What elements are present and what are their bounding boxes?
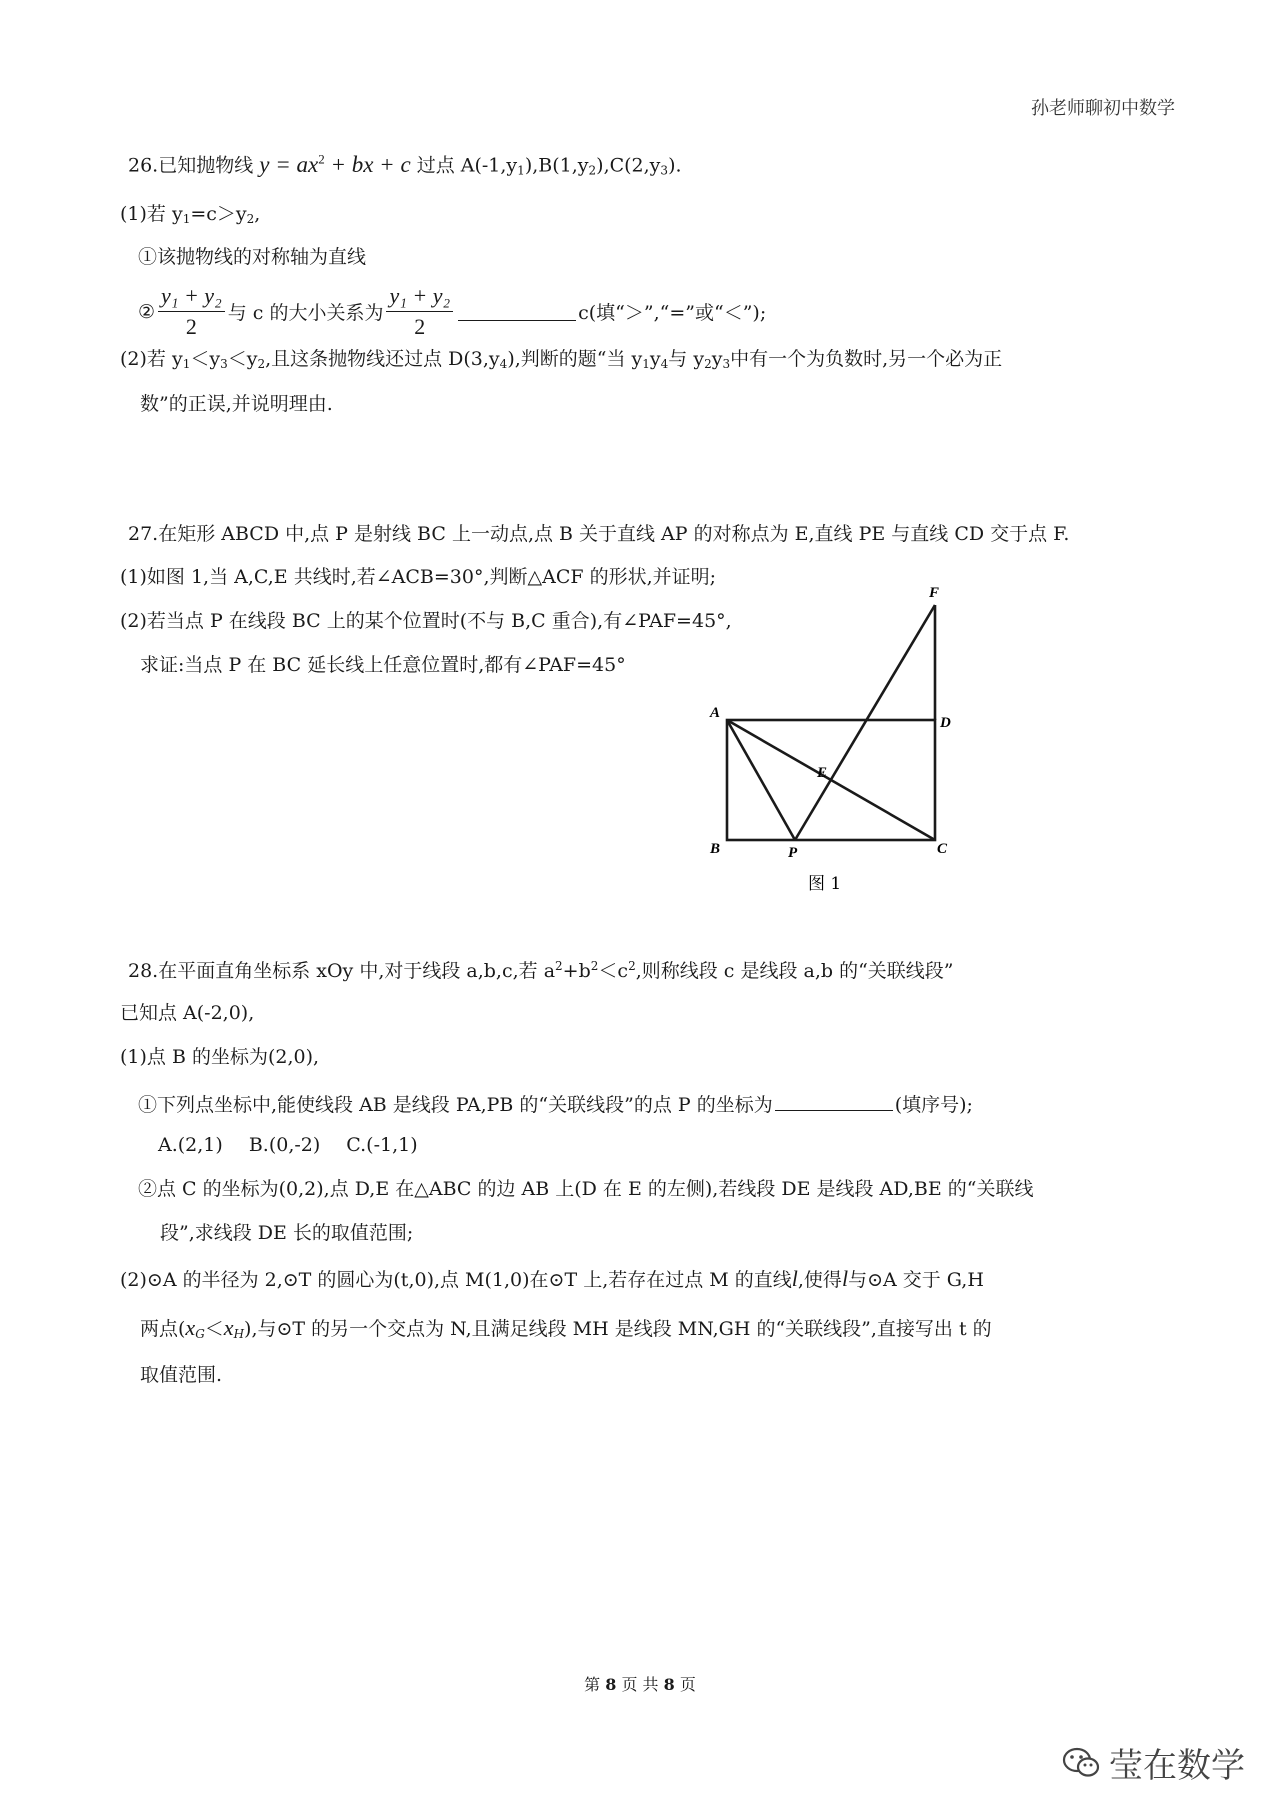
q28-sub1: (1)点 B 的坐标为(2,0), bbox=[120, 1046, 320, 1068]
q26-intro: 26.已知抛物线 $y = ax^2$ + bx + c 过点 $A(-1,y_1),B(1,y_2),C(2,y_3)$. bbox=[128, 151, 682, 178]
q26-sub1: (1)若 $y_1=c>y_2$, bbox=[120, 203, 261, 226]
q28-item2-line2: 段”,求线段 DE 长的取值范围; bbox=[160, 1222, 414, 1244]
label-d: D bbox=[940, 715, 951, 731]
q28-sub2: (2)⊙A 的半径为 2,⊙T 的圆心为(t,0),点 M(1,0)在⊙T 上,若存在过点 M 的直线l,使得l与⊙A 交于 G,H bbox=[120, 1266, 984, 1291]
q28-given: 已知点 A(-2,0), bbox=[120, 1002, 255, 1024]
q28-item1: ①下列点坐标中,能使线段 AB 是线段 PA,PB 的“关联线段”的点 P 的坐标为 (填序号); bbox=[138, 1094, 973, 1116]
label-a: A bbox=[710, 705, 721, 721]
fraction-2: $\frac{\text{y₁ + y₂}}{2}$ bbox=[386, 283, 453, 340]
header-source: 孙老师聊初中数学 bbox=[1031, 98, 1175, 119]
q27-intro: 27.在矩形 ABCD 中,点 P 是射线 BC 上一动点,点 B 关于直线 AP 的对称点为 E,直线 PE 与直线 CD 交于点 F. bbox=[128, 523, 1070, 545]
q26-item1: ①该抛物线的对称轴为直线 bbox=[138, 246, 367, 268]
watermark bbox=[1061, 1738, 1245, 1787]
q28-intro: 28.在平面直角坐标系 xOy 中,对于线段 a,b,c,若 $a^2+b^2<c^2$,则称线段 c 是线段 a,b 的“关联线段” bbox=[128, 959, 954, 982]
option-a: A.(2,1) bbox=[158, 1134, 223, 1156]
q26-sub2-line2: 数”的正误,并说明理由. bbox=[140, 393, 333, 415]
fraction-1: $\frac{\text{y₁ + y₂}}{2}$ bbox=[158, 283, 225, 340]
q28-item2: ②点 C 的坐标为(0,2),点 D,E 在△ABC 的边 AB 上(D 在 E 的左侧),若线段 DE 是线段 AD,BE 的“关联线 bbox=[138, 1178, 1034, 1200]
q27-sub2: (2)若当点 P 在线段 BC 上的某个位置时(不与 B,C 重合),有∠PAF=45°, bbox=[120, 610, 732, 632]
option-b: B.(0,-2) bbox=[248, 1134, 321, 1156]
page-footer: 第 8 页 共 8 页 bbox=[584, 1675, 696, 1694]
option-c: C.(-1,1) bbox=[346, 1134, 418, 1156]
watermark-text: 莹在数学 bbox=[1109, 1746, 1245, 1786]
q28-options bbox=[158, 1136, 418, 1155]
label-f: F bbox=[929, 585, 940, 601]
page-total: 8 bbox=[663, 1675, 675, 1694]
label-p: P bbox=[788, 845, 798, 861]
q27-sub1: (1)如图 1,当 A,C,E 共线时,若∠ACB=30°,判断△ACF 的形状,并证明; bbox=[120, 566, 717, 588]
page-number: 8 bbox=[605, 1675, 617, 1694]
answer-blank-2 bbox=[775, 1092, 893, 1111]
segment-ap bbox=[727, 720, 795, 840]
q26-item2: ② $\frac{\text{y₁ + y₂}}{2}$ 与 c 的大小关系为 $\frac{\text{y₁ + y₂}}{2}$ c(填“＞”,“=”或“＜”); bbox=[138, 283, 767, 339]
answer-blank-1 bbox=[458, 302, 576, 321]
line-pf bbox=[795, 605, 935, 840]
label-b: B bbox=[710, 841, 721, 857]
figure-1 bbox=[700, 575, 980, 895]
q28-sub2-line2: 两点$(x_G<x_H)$,与⊙T 的另一个交点为 N,且满足线段 MH 是线段 MN,GH 的“关联线段”,直接写出 t 的 bbox=[140, 1315, 992, 1341]
label-c: C bbox=[937, 841, 948, 857]
wechat-icon bbox=[1061, 1746, 1101, 1780]
parabola-formula: $y = ax^2$ + bx + c bbox=[259, 151, 411, 177]
q26-sub2: (2)若 $y_1<y_3<y_2$,且这条抛物线还过点 $D(3,y_4)$,判断的题“当 $y_1y_4$与 $y_2y_3$中有一个为负数时,另一个必为正 bbox=[120, 348, 1003, 371]
q28-sub2-line3: 取值范围. bbox=[140, 1364, 223, 1386]
figure-caption: 图 1 bbox=[808, 874, 842, 894]
label-e: E bbox=[817, 765, 828, 781]
q27-sub2-line2: 求证:当点 P 在 BC 延长线上任意位置时,都有∠PAF=45° bbox=[140, 654, 626, 676]
